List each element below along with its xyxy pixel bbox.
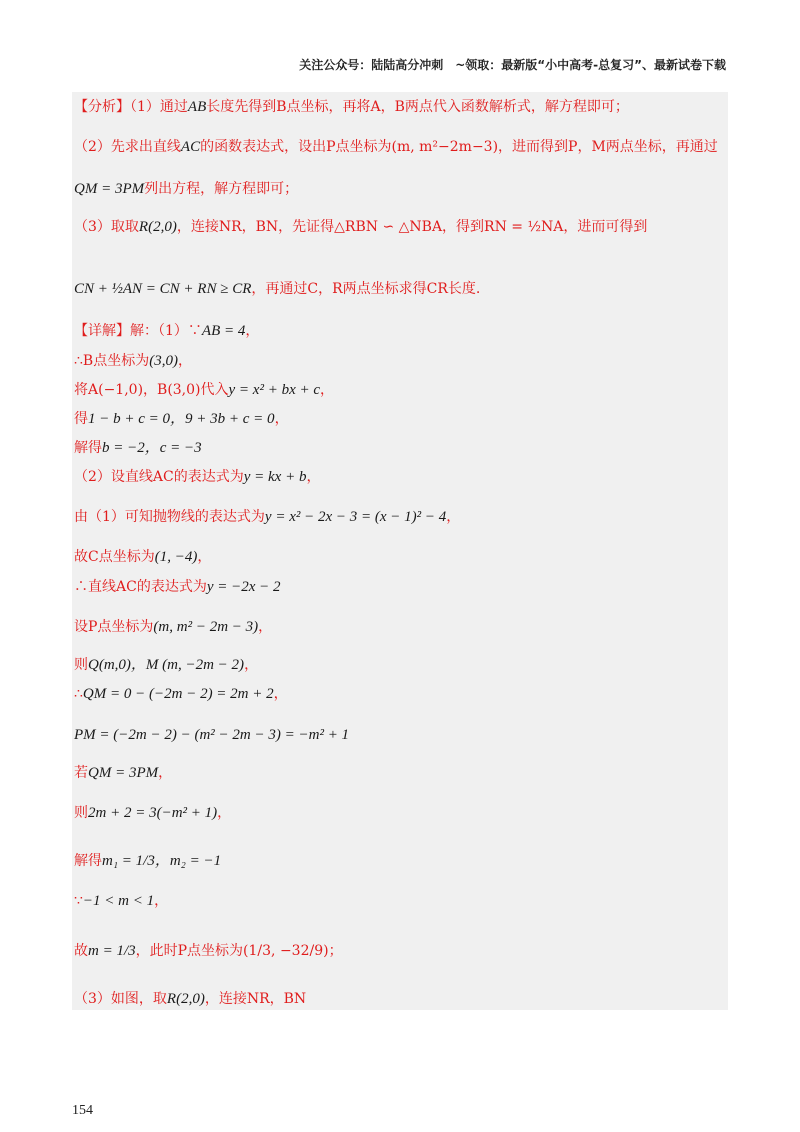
analysis-line-3: QM = 3PM列出方程，解方程即可； <box>74 181 299 197</box>
detail-line-8: 故C点坐标为(1, −4)， <box>74 549 212 565</box>
analysis-line-2: （2）先求出直线AC的函数表达式，设出P点坐标为(m, m²−2m−3)，进而得到P，M两点坐标，再通过 <box>74 139 718 155</box>
detail-line-19: （3）如图，取R(2,0)，连接NR，BN <box>74 991 307 1007</box>
detail-line-3: 将A(−1,0)，B(3,0)代入y = x² + bx + c， <box>74 382 335 398</box>
detail-line-13: PM = (−2m − 2) − (m² − 2m − 3) = −m² + 1 <box>74 727 350 743</box>
detail-line-12: ∴QM = 0 − (−2m − 2) = 2m + 2， <box>74 686 288 702</box>
detail-line-17: ∵−1 < m < 1， <box>74 893 169 909</box>
detail-line-2: ∴B点坐标为(3,0)， <box>74 353 192 369</box>
detail-line-9: ∴直线AC的表达式为y = −2x − 2 <box>74 579 281 595</box>
detail-line-15: 则2m + 2 = 3(−m² + 1)， <box>74 805 232 821</box>
page-number: 154 <box>72 1103 93 1118</box>
detail-line-14: 若QM = 3PM， <box>74 765 173 781</box>
solution-content <box>72 92 728 1010</box>
page-header: 关注公众号：陆陆高分冲刺 ~领取：最新版“小中高考-总复习”、最新试卷下载 <box>299 58 726 72</box>
detail-line-16: 解得m₁ = 1/3，m₂ = −1 <box>74 853 222 869</box>
analysis-line-4: （3）取取R(2,0)，连接NR，BN，先证得△RBN ∽ △NBA，得到RN = ½NA，进而可得到 <box>74 219 648 235</box>
detail-line-4: 得1 − b + c = 0，9 + 3b + c = 0， <box>74 411 289 427</box>
detail-line-1: 【详解】解：（1）∵AB = 4， <box>74 323 260 339</box>
detail-line-11: 则Q(m,0)，M (m, −2m − 2)， <box>74 657 259 673</box>
analysis-line-5: CN + ½AN = CN + RN ≥ CR，再通过C，R两点坐标求得CR长度. <box>74 281 481 297</box>
detail-line-10: 设P点坐标为(m, m² − 2m − 3)， <box>74 619 273 635</box>
detail-line-18: 故m = 1/3，此时P点坐标为(1/3, −32/9)； <box>74 943 343 959</box>
detail-line-7: 由（1）可知抛物线的表达式为y = x² − 2x − 3 = (x − 1)² − 4， <box>74 509 461 525</box>
detail-line-6: （2）设直线AC的表达式为y = kx + b， <box>74 469 321 485</box>
analysis-line-1: 【分析】（1）通过AB长度先得到B点坐标，再将A，B两点代入函数解析式，解方程即可； <box>74 99 629 115</box>
detail-line-5: 解得b = −2，c = −3 <box>74 440 202 456</box>
